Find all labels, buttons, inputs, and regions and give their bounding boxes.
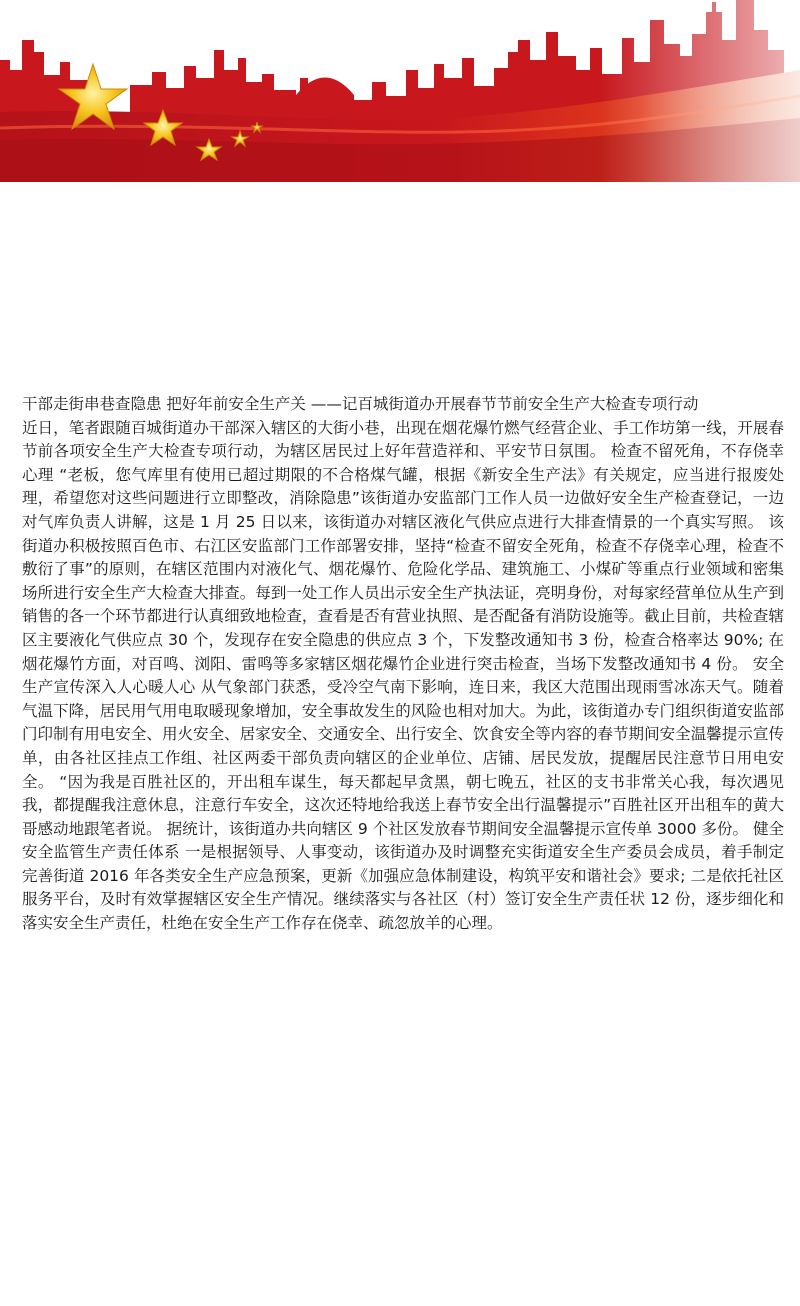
header-banner — [0, 0, 800, 190]
article-title: 干部走街串巷查隐患 把好年前安全生产关 ——记百城街道办开展春节节前安全生产大检查专项行动 — [22, 395, 699, 413]
article — [22, 393, 784, 936]
article-body: 近日，笔者跟随百城街道办干部深入辖区的大街小巷，出现在烟花爆竹燃气经营企业、手工作坊第一线，开展春节前各项安全生产大检查专项行动，为辖区居民过上好年营造祥和、平安节日氛围。 检查不留死角，不存侥幸心理 “老板，您气库里有使用已超过期限的不合格煤气罐，根据《新安全生产法》有关规定，应当进行报废处理，希望您对这些问题进行立即整改，消除隐患”该街道办安监部门工作人员一边做好安全生产检查登记，一边对气库负责人讲解，这是 1 月 25 日以来，该街道办对辖区液化气供应点进行大排查情景的一个真实写照。 该街道办积极按照百色市、右江区安监部门工作部署安排，坚持“检查不留安全死角，检查不存侥幸心理，检查不敷衍了事”的原则，在辖区范围内对液化气、烟花爆竹、危险化学品、建筑施工、小煤矿等重点行业领域和密集场所进行安全生产大检查大排查。每到一处工作人员出示安全生产执法证，亮明身份，对每家经营单位从生产到销售的各一个环节都进行认真细致地检查，查看是否有营业执照、是否配备有消防设施等。截止目前，共检查辖区主要液化气供应点 30 个，发现存在安全隐患的供应点 3 个，下发整改通知书 3 份，检查合格率达 90%; 在烟花爆竹方面，对百鸣、浏阳、雷鸣等多家辖区烟花爆竹企业进行突击检查，当场下发整改通知书 4 份。 安全生产宣传深入人心暖人心 从气象部门获悉，受冷空气南下影响，连日来，我区大范围出现雨雪冰冻天气。随着气温下降，居民用气用电取暖现象增加，安全事故发生的风险也相对加大。为此，该街道办专门组织街道安监部门印制有用电安全、用火安全、居家安全、交通安全、出行安全、饮食安全等内容的春节期间安全温馨提示宣传单，由各社区挂点工作组、社区两委干部负责向辖区的企业单位、店铺、居民发放，提醒居民注意节日用电安全。 “因为我是百胜社区的，开出租车谋生，每天都起早贪黑，朝七晚五，社区的支书非常关心我，每次遇见我，都提醒我注意休息，注意行车安全，这次还特地给我送上春节安全出行温馨提示”百胜社区开出租车的黄大哥感动地跟笔者说。 据统计，该街道办共向辖区 9 个社区发放春节期间安全温馨提示宣传单 3000 多份。 健全安全监管生产责任体系 一是根据领导、人事变动，该街道办及时调整充实街道安全生产委员会成员，着手制定完善街道 2016 年各类安全生产应急预案，更新《加强应急体制建设，构筑平安和谐社会》要求; 二是依托社区服务平台，及时有效掌握辖区安全生产情况。继续落实与各社区（村）签订安全生产责任状 12 份，逐步细化和落实安全生产责任，杜绝在安全生产工作存在侥幸、疏忽放羊的心理。 — [22, 418, 784, 933]
